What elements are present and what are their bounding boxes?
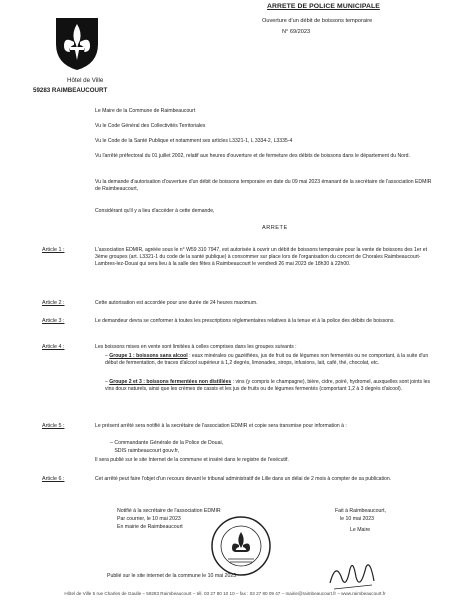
notification-line: Par courrier, le 10 mai 2023 <box>117 516 181 522</box>
article-5-closing: Il sera publié sur le site Internet de la commune et inséré dans le registre de l'exécutif. <box>95 457 289 463</box>
notification-line: En mairie de Raimbeaucourt <box>117 524 183 530</box>
article-5-text: Le présent arrêté sera notifié à la secrétaire de l'association EDMIR et copie sera transmise pour information à : <box>95 423 347 429</box>
fleur-de-lis-shield-icon <box>52 14 102 72</box>
mayor-line: Le Maire de la Commune de Raimbeaucourt <box>95 108 196 114</box>
article-5-recipient: SDIS raimbeaucourt gouv.fr, <box>114 448 180 454</box>
article-4-group-1: – Groupe 1 : boissons sans alcool : eaux minérales ou gazéifiées, jus de fruit ou de légumes non fermentés ou ne comportant, à la suite d'un début de fermentation, de traces d'alcool supérieur à 1,2 degrés, limonades, sirops, infusions, lait, café, thé, chocolat, etc. <box>105 353 429 366</box>
document-title: ARRETE DE POLICE MUNICIPALE <box>267 3 380 10</box>
article-4-label: Article 4 : <box>42 344 65 350</box>
signature-place: Fait à Raimbeaucourt, <box>335 508 387 514</box>
town-address: 59283 RAIMBEAUCOURT <box>33 87 108 94</box>
visa-request: Vu la demande d'autorisation d'ouverture d'un débit de boissons temporaire en date du 09 mai 2023 émanant de la secrétaire de l'association EDMIR de Raimbeaucourt, <box>95 179 432 192</box>
visa-prefectoral: Vu l'arrêté préfectoral du 01 juillet 2002, relatif aux heures d'ouverture et de fermeture des débits de boissons dans le département du Nord. <box>95 153 410 159</box>
article-4-group-3: – Groupe 2 et 3 : boissons fermentées non distillées : vins (y compris le champagne), bière, cidre, poiré, hydromel, auxquelles sont joints les vins doux naturels, ainsi que les crèmes de cassis et les jus de fruits ou de légumes fermentés (comportant 1,2 à 3 degrés d'alcool). <box>105 379 430 392</box>
article-5-label: Article 5 : <box>42 423 65 429</box>
visa-csp: Vu le Code de la Santé Publique et notamment ses articles L3321-1, L 3334-2, L3335-4 <box>95 138 293 144</box>
signature-role: Le Maire <box>350 527 371 533</box>
town-hall-label: Hôtel de Ville <box>67 77 104 84</box>
publication-note: Publié sur le site internet de la commune le 10 mai 2023 <box>107 573 237 579</box>
notification-line: Notifié à la secrétaire de l'association EDMIR <box>117 508 221 514</box>
considerant: Considérant qu'il y a lieu d'accéder à cette demande, <box>95 208 215 214</box>
article-3-text: Le demandeur devra se conformer à toutes les prescriptions réglementaires relatives à la tenue et à la police des débits de boissons. <box>95 318 395 324</box>
article-6-text: Cet arrêté peut faire l'objet d'un recours devant le tribunal administratif de Lille dans un délai de 2 mois à compter de sa publication. <box>95 476 392 482</box>
article-2-label: Article 2 : <box>42 300 65 306</box>
article-5-recipient: – Commandante Générale de la Police de Douai, <box>110 440 224 446</box>
visa-cgct: Vu le Code Général des Collectivités Territoriales <box>95 123 206 129</box>
document-number: N° 69/2023 <box>282 29 311 35</box>
signature-date: le 10 mai 2023 <box>340 516 375 522</box>
article-2-text: Cette autorisation est accordée pour une durée de 24 heures maximum. <box>95 300 258 306</box>
arrete-heading: ARRETE <box>262 225 288 231</box>
article-6-label: Article 6 : <box>42 476 65 482</box>
document-subtitle: Ouverture d'un débit de boissons temporaire <box>262 18 373 24</box>
page-footer: Hôtel de Ville 5 rue Charles de Gaulle – 59283 Raimbeaucourt – tél. 03 27 80 10 10 – fax : 03 27 80 09 47 – mairie@raimbeaucourt.fr – www.raimbeaucourt.fr <box>64 591 386 596</box>
article-1-label: Article 1 : <box>42 247 65 253</box>
article-4-intro: Les boissons mises en vente sont limitées à celles comprises dans les groupes suivants : <box>95 344 297 350</box>
article-3-label: Article 3 : <box>42 318 65 324</box>
mayor-signature-icon <box>326 555 380 595</box>
article-1-text: L'association EDMIR, agréée sous le n° W59 310 7947, est autorisée à ouvrir un débit de boissons temporaire pour la vente de boissons des 1er et 3ème groupes (art. L3321-1 du code de la santé publique) à consommer sur place lors de l'organisation du concert de Chorales Raimbeaucourt-Lambres-lez-Douai qui sera lieu à la salle des fêtes à Raimbeaucourt le vendredi 26 mai 2023 de 18h30 à 22h00. <box>95 247 428 267</box>
mairie-stamp-icon <box>210 515 272 577</box>
